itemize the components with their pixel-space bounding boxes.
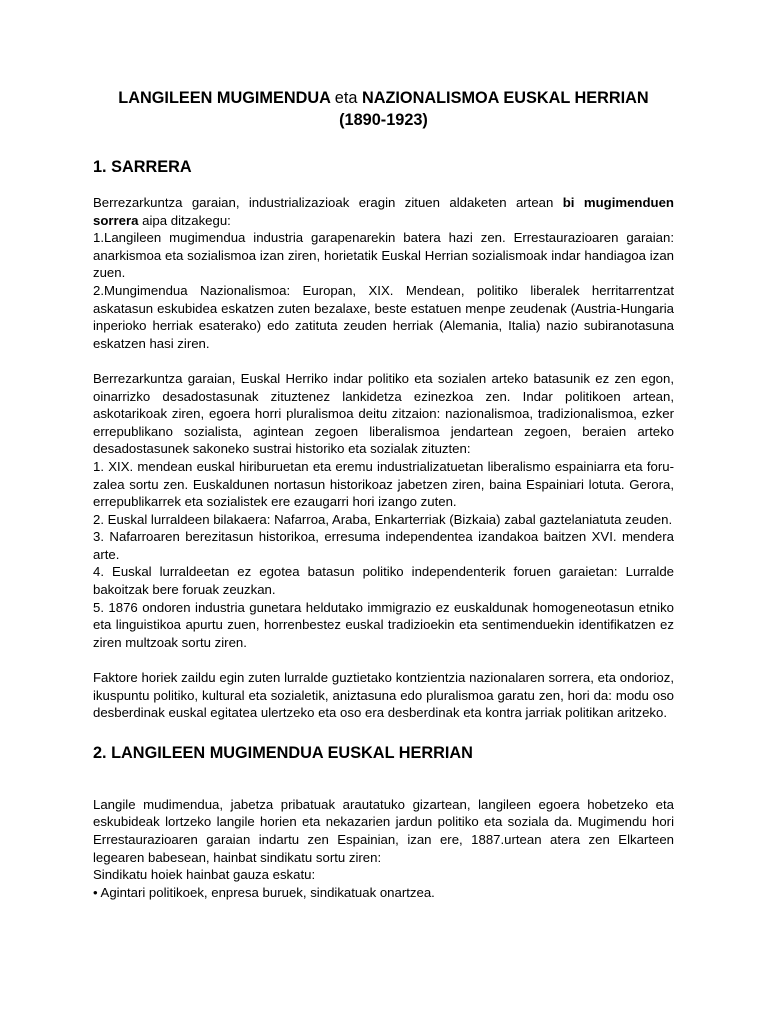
- document-title: [93, 87, 674, 131]
- intro-text-start: Berrezarkuntza garaian, industrializazioak eragin zituen aldaketen artean: [93, 195, 563, 210]
- title-part-1: LANGILEEN MUGIMENDUA: [118, 89, 331, 107]
- reason-item-4: 4. Euskal lurraldeetan ez egotea batasun politiko independenterik foruen garaietan: Lurralde bakoitzak bere foruak zeuzkan.: [93, 564, 674, 598]
- section-spacer: [93, 780, 674, 796]
- paragraph-spacer: [93, 352, 674, 370]
- demands-intro: Sindikatu hoiek hainbat gauza eskatu:: [93, 867, 316, 883]
- reason-item-2: 2. Euskal lurraldeen bilakaera: Nafarroa, Araba, Enkarterriak (Bizkaia) zabal gaztelaniatuta zeuden.: [93, 511, 673, 527]
- paragraph-spacer: [93, 651, 674, 669]
- reason-item-3: 3. Nafarroaren berezitasun historikoa, erresuma independentea izandakoa baitzen XVI. mendera arte.: [93, 529, 674, 562]
- pluralism-intro: Berrezarkuntza garaian, Euskal Herriko indar politiko eta sozialen arteko batasunik ez zen egon, oinarrizko desadostasunak zituztenez lankidetza ezinezkoa zen. Indar politikoen artean, askotarikoak ziren, egoera horri pluralismoa deitu zitzaion: nazionalismoa, tradizionalismoa, ezker errepublikano sozialista, agintean zegoen liberalismoa jendartean zegoen, beraien arteko desadostasunek sakoneko sustrai historiko eta sozialak zituzten:: [93, 370, 674, 457]
- section-2-heading: 2. LANGILEEN MUGIMENDUA EUSKAL HERRIAN: [93, 743, 473, 762]
- reason-item-1: 1. XIX. mendean euskal hiriburuetan eta eremu industrializatuetan liberalismo espainiarra eta foru-zalea sortu zen. Euskaldunen nortasun historikoaz jabetzen ziren, baina Espainiari lotuta. Gerora, errepublikarrek eta sozialistek ere ezaugarri hori izango zuten.: [93, 458, 674, 510]
- section-1-heading: 1. SARRERA: [93, 158, 192, 176]
- intro-emphasis: bi mugimenduen sorrera: [93, 195, 674, 228]
- movement-point-1: 1.Langileen mugimendua industria garapenarekin batera hazi zen. Errestaurazioaren garaian: anarkismoa eta sozialismoa izan ziren, horietatik Euskal Herrian sozialismoak indar handiagoa izan zuen.: [93, 230, 674, 281]
- demand-bullet-1: • Agintari politikoek, enpresa buruek, sindikatuak onartzea.: [93, 884, 435, 900]
- movement-point-2: 2.Mungimendua Nazionalismoa: Europan, XIX. Mendean, politiko liberalek herritarrentzat askatasun eskubidea eskatzen zuten bezalaxe, beste estatuen menpe zeudenak (Austria-Hungaria inperioko herriak esaterako) edo zatituta zeuden herriak (Alemania, Italia) nazio subiranotasuna eskatzen hasi ziren.: [93, 282, 674, 351]
- title-part-2: NAZIONALISMOA EUSKAL HERRIAN (1890-1923): [339, 89, 649, 129]
- intro-text-end: aipa ditzakegu:: [138, 212, 231, 228]
- section-1-intro: [93, 194, 674, 229]
- labour-movement-paragraph: Langile mudimendua, jabetza pribatuak arautatuko gizartean, langileen egoera hobetzeko eta eskubideak lortzeko langile horien eta nekazarien jardun politiko eta soziala da. Mugimendu hori Errestaurazioaren garaian indartu zen Espainian, izan ere, 1887.urtean atera zen Elkarteen legearen babesean, hainbat sindikatu sortu ziren:: [93, 796, 674, 865]
- section-spacer: [93, 722, 674, 742]
- title-connector: eta: [334, 89, 358, 107]
- conclusion-paragraph: Faktore horiek zaildu egin zuten lurralde guztietako kontzientzia nazionalaren sorrera, eta ondorioz, ikuspuntu politiko, kultural eta sozialetik, aniztasuna edo pluralismoa garatu zen, hori da: modu oso desberdinak euskal egitatea ulertzeko eta oso era desberdinak eta kontra jarriak politikan aritzeko.: [93, 670, 674, 721]
- reason-item-5: 5. 1876 ondoren industria gunetara heldutako immigrazio ez euskaldunak homogeneotasun etniko eta linguistikoa apurtu zuen, horrenbestez euskal tradizioekin eta sentimenduekin identifikatzen ez ziren multzoak sortu ziren.: [93, 599, 674, 650]
